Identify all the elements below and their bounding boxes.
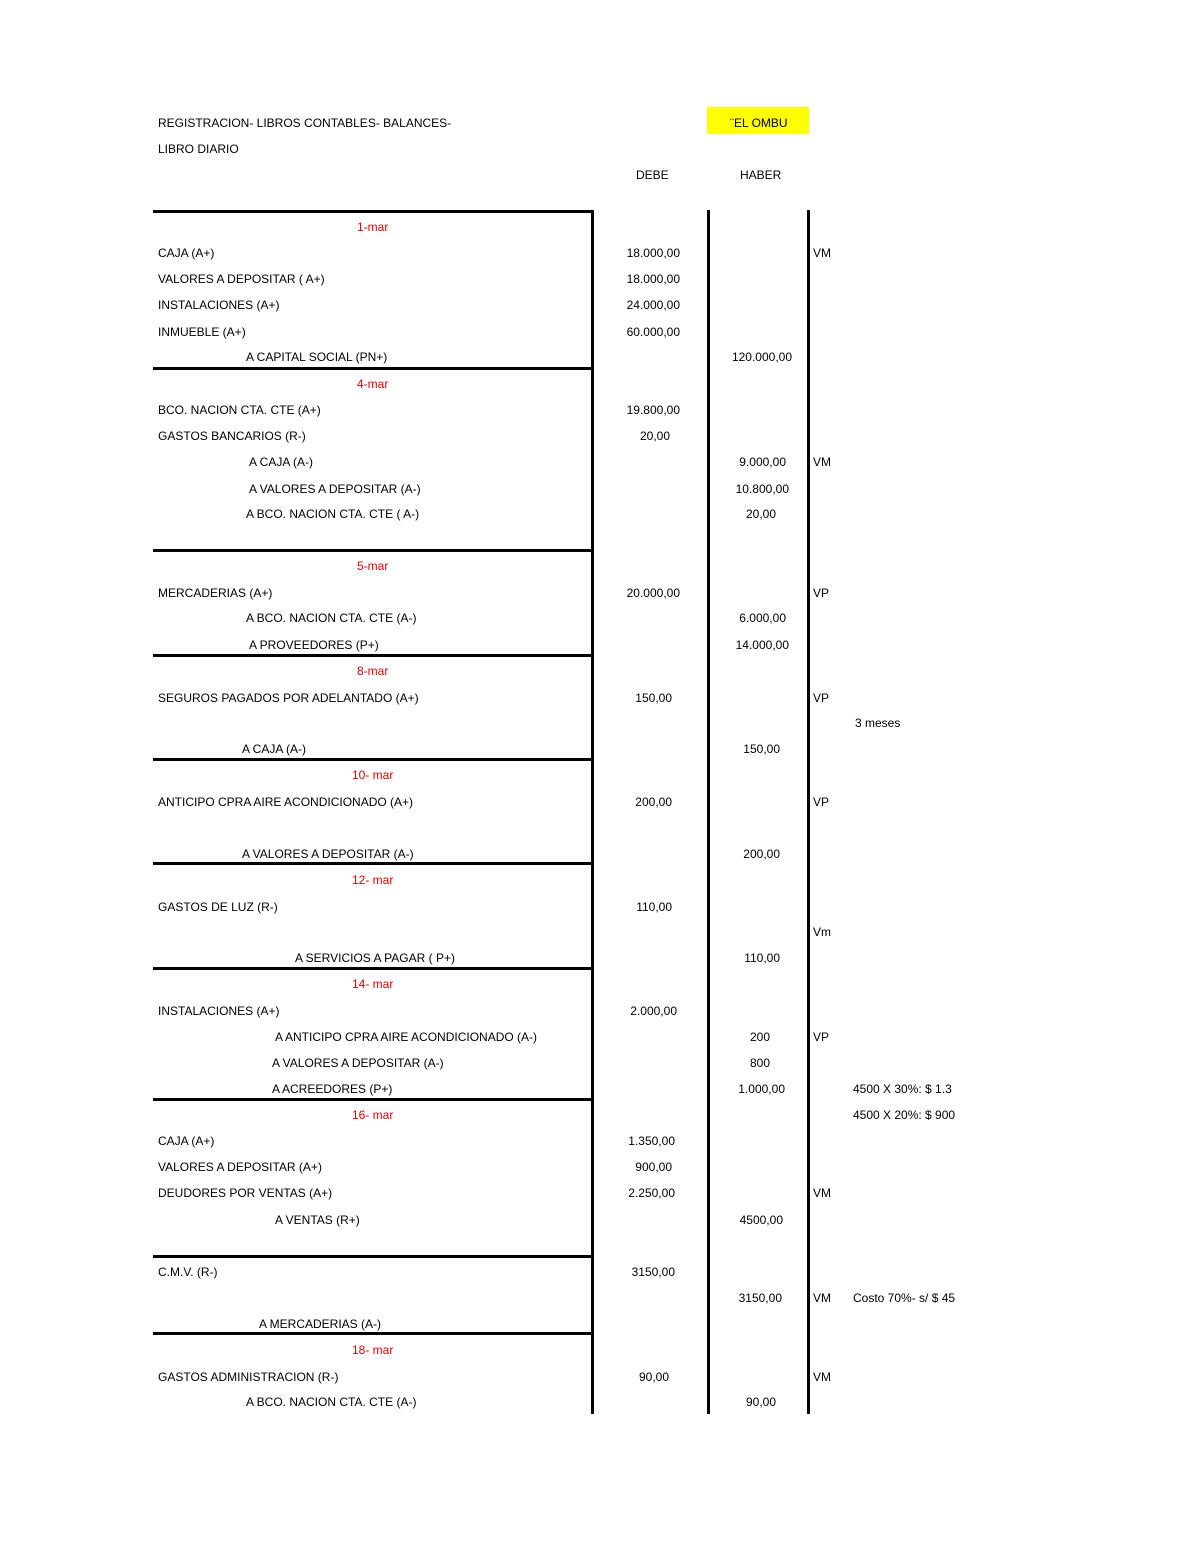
debe-amount: 90,00 (638, 1370, 669, 1384)
debe-amount: 24.000,00 (626, 298, 680, 312)
side-note: 4500 X 20%: $ 900 (853, 1108, 956, 1122)
haber-amount: 20,00 (745, 507, 776, 521)
account-line: A VALORES A DEPOSITAR (A-) (272, 1056, 444, 1070)
document-title: REGISTRACION- LIBROS CONTABLES- BALANCES- (158, 116, 452, 130)
account-line: A VALORES A DEPOSITAR (A-) (242, 847, 414, 861)
account-line: BCO. NACION CTA. CTE (A+) (158, 403, 321, 417)
account-line: INSTALACIONES (A+) (158, 298, 280, 312)
debe-left-border (591, 210, 594, 1414)
debe-amount: 19.800,00 (626, 403, 680, 417)
account-line: A PROVEEDORES (P+) (249, 638, 379, 652)
account-line: A CAPITAL SOCIAL (PN+) (246, 350, 388, 364)
account-line: A BCO. NACION CTA. CTE (A-) (246, 611, 417, 625)
valuation-tag: VP (813, 795, 830, 809)
account-line: C.M.V. (R-) (158, 1265, 218, 1279)
valuation-tag: Vm (813, 925, 831, 939)
account-line: A ACREEDORES (P+) (272, 1082, 393, 1096)
valuation-tag: VM (813, 1291, 831, 1305)
haber-amount: 6.000,00 (739, 611, 786, 625)
entry-separator (153, 1098, 593, 1101)
haber-amount: 200 (749, 1030, 770, 1044)
account-line: VALORES A DEPOSITAR (A+) (158, 1160, 322, 1174)
entry-separator (153, 1255, 593, 1258)
account-line: A MERCADERIAS (A-) (259, 1317, 382, 1331)
debe-amount: 110,00 (636, 900, 672, 914)
debe-amount: 20.000,00 (626, 586, 680, 600)
valuation-tag: VM (813, 455, 831, 469)
haber-amount: 9.000,00 (739, 455, 786, 469)
col-haber-header: HABER (740, 168, 782, 182)
account-line: GASTOS ADMINISTRACION (R-) (158, 1370, 339, 1384)
entry-separator (153, 967, 593, 970)
debe-amount: 150,00 (635, 691, 672, 705)
entry-date: 14- mar (352, 977, 394, 991)
account-line: CAJA (A+) (158, 1134, 215, 1148)
haber-amount: 120.000,00 (731, 350, 792, 364)
account-line: A CAJA (A-) (242, 742, 307, 756)
entry-separator (153, 862, 593, 865)
debe-amount: 60.000,00 (626, 325, 680, 339)
account-line: ANTICIPO CPRA AIRE ACONDICIONADO (A+) (158, 795, 414, 809)
company-name: ¨EL OMBU (730, 116, 788, 130)
entry-date: 16- mar (352, 1108, 394, 1122)
account-line: A ANTICIPO CPRA AIRE ACONDICIONADO (A-) (275, 1030, 538, 1044)
entry-date: 4-mar (357, 377, 389, 391)
account-line: A BCO. NACION CTA. CTE ( A-) (246, 507, 420, 521)
entry-separator (153, 654, 593, 657)
entry-date: 1-mar (357, 220, 389, 234)
debe-amount: 3150,00 (631, 1265, 675, 1279)
entry-date: 12- mar (352, 873, 394, 887)
account-line: GASTOS BANCARIOS (R-) (158, 429, 306, 443)
entry-date: 18- mar (352, 1343, 394, 1357)
account-line: CAJA (A+) (158, 246, 215, 260)
haber-amount: 3150,00 (738, 1291, 782, 1305)
debe-amount: 2.250,00 (628, 1186, 675, 1200)
entry-separator (153, 758, 593, 761)
entry-date: 5-mar (357, 559, 389, 573)
account-line: SEGUROS PAGADOS POR ADELANTADO (A+) (158, 691, 419, 705)
debe-amount: 18.000,00 (626, 246, 680, 260)
entry-date: 8-mar (357, 664, 389, 678)
entry-separator (153, 210, 593, 213)
haber-amount: 150,00 (743, 742, 780, 756)
entry-separator (153, 367, 593, 370)
valuation-tag: VM (813, 1186, 831, 1200)
valuation-tag: VP (813, 691, 830, 705)
haber-amount: 4500,00 (739, 1213, 783, 1227)
account-line: DEUDORES POR VENTAS (A+) (158, 1186, 333, 1200)
account-line: A VENTAS (R+) (275, 1213, 360, 1227)
haber-amount: 800 (749, 1056, 770, 1070)
entry-separator (153, 1332, 593, 1335)
account-line: GASTOS DE LUZ (R-) (158, 900, 278, 914)
debe-amount: 20,00 (639, 429, 670, 443)
debe-amount: 900,00 (635, 1160, 672, 1174)
account-line: A VALORES A DEPOSITAR (A-) (249, 482, 421, 496)
entry-date: 10- mar (352, 768, 394, 782)
haber-left-border (707, 210, 710, 1414)
haber-amount: 1.000,00 (738, 1082, 785, 1096)
valuation-tag: VP (813, 586, 830, 600)
side-note: 4500 X 30%: $ 1.3 (853, 1082, 952, 1096)
account-line: A SERVICIOS A PAGAR ( P+) (295, 951, 455, 965)
haber-amount: 90,00 (745, 1395, 776, 1409)
account-line: VALORES A DEPOSITAR ( A+) (158, 272, 325, 286)
account-line: INMUEBLE (A+) (158, 325, 246, 339)
debe-amount: 200,00 (635, 795, 672, 809)
debe-amount: 18.000,00 (626, 272, 680, 286)
haber-amount: 200,00 (743, 847, 780, 861)
side-note: 3 meses (855, 716, 901, 730)
valuation-tag: VM (813, 246, 831, 260)
debe-amount: 1.350,00 (628, 1134, 675, 1148)
document-subtitle: LIBRO DIARIO (158, 142, 239, 156)
debe-amount: 2.000,00 (630, 1004, 677, 1018)
col-debe-header: DEBE (636, 168, 669, 182)
account-line: A BCO. NACION CTA. CTE (A-) (246, 1395, 417, 1409)
account-line: A CAJA (A-) (249, 455, 314, 469)
valuation-tag: VP (813, 1030, 830, 1044)
account-line: INSTALACIONES (A+) (158, 1004, 280, 1018)
haber-right-border (807, 210, 810, 1414)
entry-separator (153, 549, 593, 552)
side-note: Costo 70%- s/ $ 45 (853, 1291, 956, 1305)
valuation-tag: VM (813, 1370, 831, 1384)
haber-amount: 10.800,00 (735, 482, 789, 496)
haber-amount: 110,00 (744, 951, 780, 965)
account-line: MERCADERIAS (A+) (158, 586, 273, 600)
haber-amount: 14.000,00 (735, 638, 789, 652)
